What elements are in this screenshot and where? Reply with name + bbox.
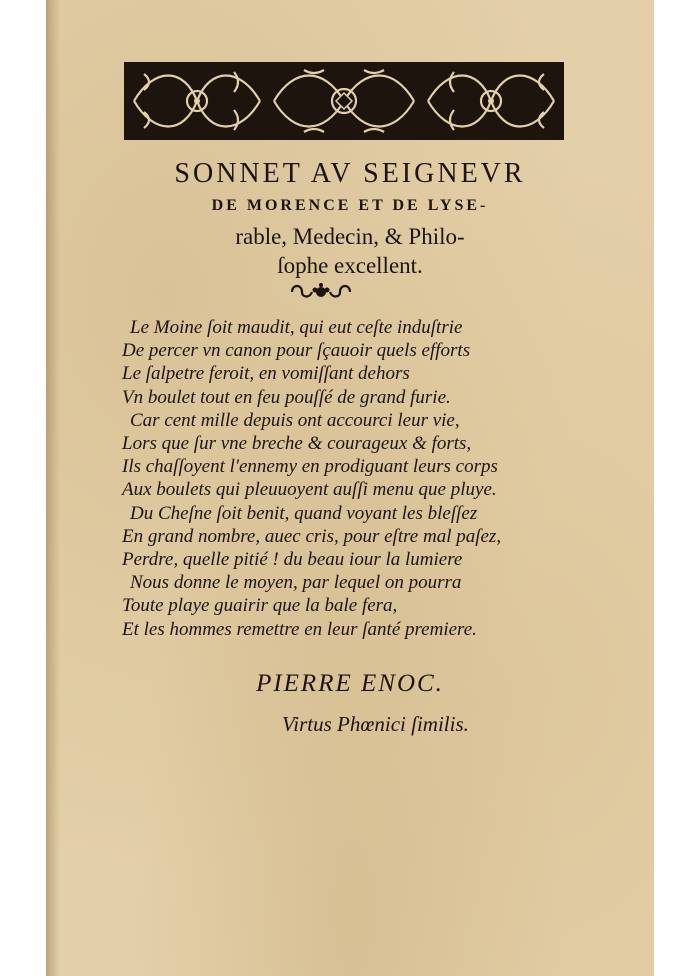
title-line-2: DE MORENCE ET DE LYSE- [211,197,489,214]
poem-line: Lors que ſur vne breche & courageux & forts, [122,433,472,455]
title-line-3: rable, Medecin, & Philo- [235,224,465,249]
title-line-4: ſophe excellent. [277,253,423,278]
fleuron-ornament [288,282,354,302]
poem-line: Vn boulet tout en feu pouſſé de grand furie. [122,386,451,408]
poem-line: Et les hommes remettre en leur ſanté premiere. [122,618,477,640]
poem-line: Car cent mille depuis ont accourci leur vie, [130,409,460,431]
poem-line: Du Cheſne ſoit benit, quand voyant les bleſſez [130,502,478,524]
poem-line: En grand nombre, auec cris, pour eſtre mal paſez, [122,525,502,547]
poem-line: De percer vn canon pour ſçauoir quels efforts [122,340,471,362]
poem-line: Ils chaſſoyent l'ennemy en prodiguant leurs corps [122,456,498,478]
poem-line: Nous donne le moyen, par lequel on pourra [130,572,462,594]
poem-line: Toute playe guairir que la bale fera, [122,595,398,617]
poem-line: Le Moine ſoit maudit, qui eut ceſte induſtrie [130,317,463,338]
ornamental-headband [124,62,564,140]
sonnet-text [122,316,592,641]
poem-line: Le ſalpetre feroit, en vomiſſant dehors [122,363,410,385]
page-gutter-shadow [46,0,60,976]
latin-motto: Virtus Phœnici ſimilis. [282,712,469,736]
book-page [46,0,654,976]
poem-line: Perdre, quelle pitié ! du beau iour la lumiere [122,549,463,571]
title-line-1: SONNET AV SEIGNEVR [174,158,526,189]
author-signature: PIERRE ENOC. [256,670,444,697]
poem-line: Aux boulets qui pleuuoyent auſſi menu que pluye. [122,479,497,501]
